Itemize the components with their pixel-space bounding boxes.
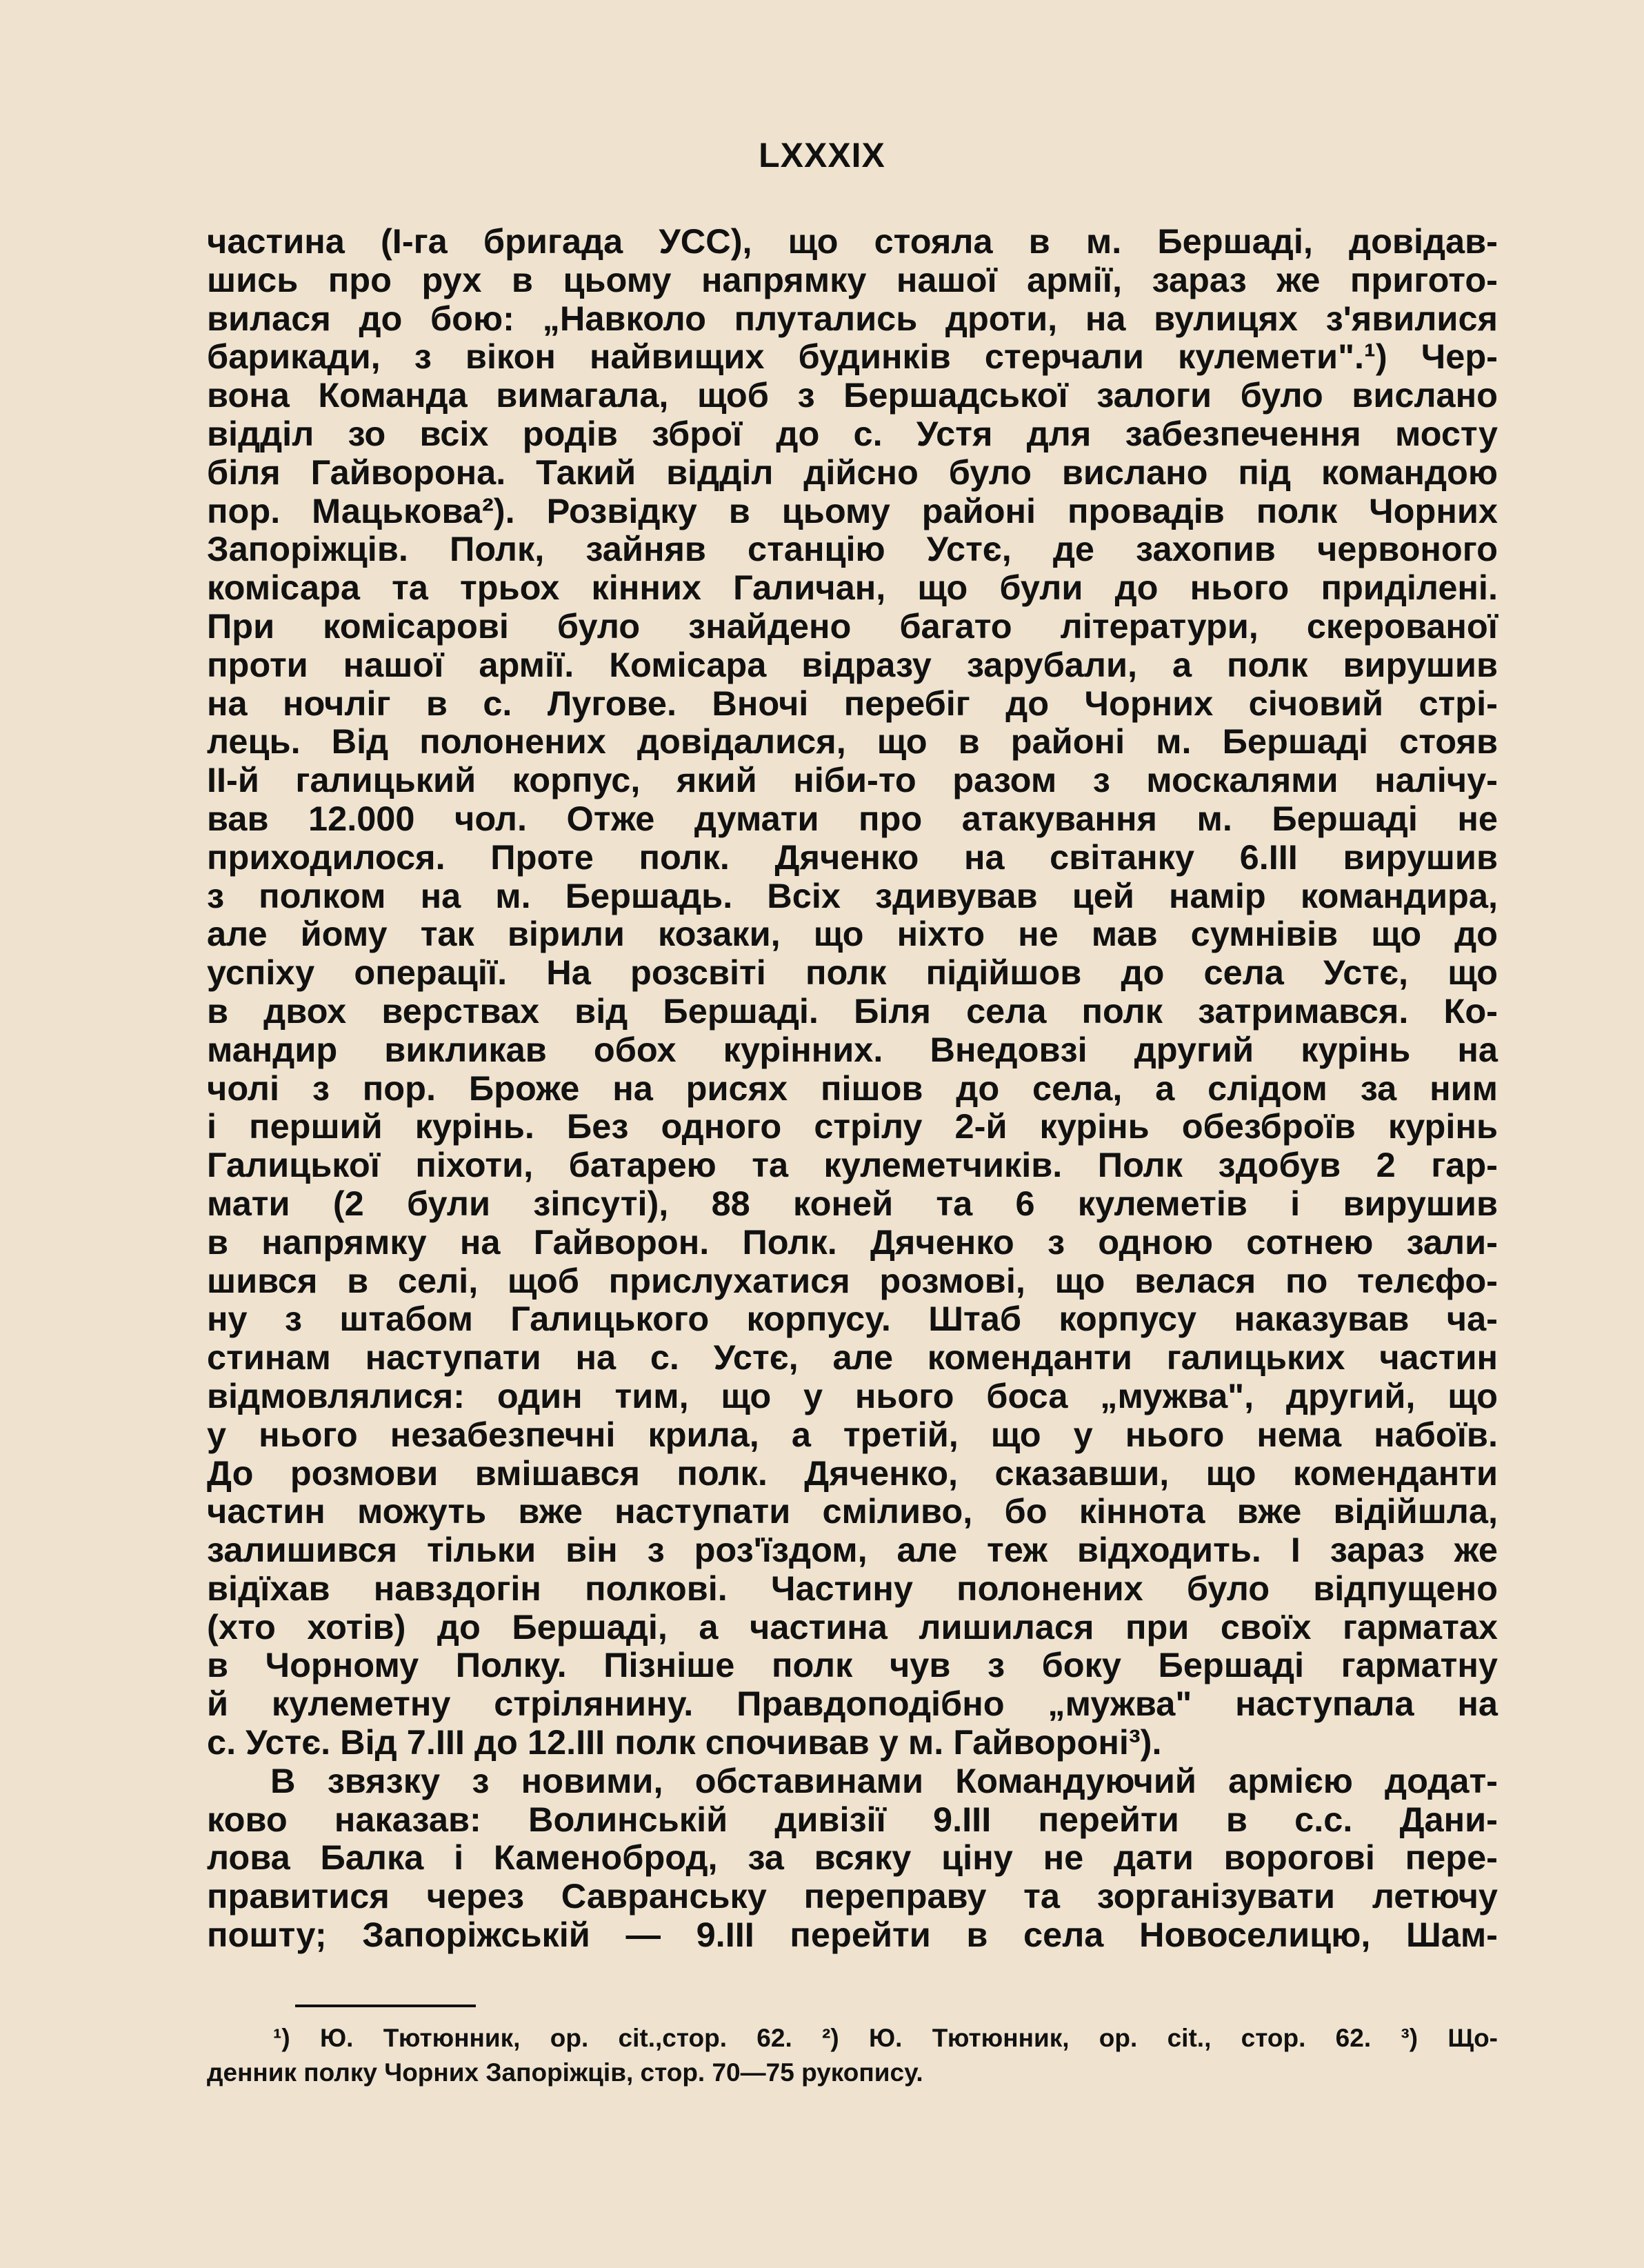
text-line: чолі з пор. Броже на рисях пішов до села, а слідом за ним: [207, 1068, 1498, 1108]
text-line: відїхав навздогін полкові. Частину полонених було відпущено: [207, 1568, 1498, 1608]
text-line: вона Команда вимагала, щоб з Бершадської залоги було вислано: [207, 375, 1498, 415]
text-line: мати (2 були зіпсуті), 88 коней та 6 кулеметів і вирушив: [207, 1183, 1498, 1223]
text-line: біля Гайворона. Такий відділ дійсно було вислано під командою: [207, 452, 1498, 492]
text-line: вав 12.000 чол. Отже думати про атакування м. Бершаді не: [207, 798, 1498, 838]
text-line: частина (І-га бригада УСС), що стояла в м. Бершаді, довідав-: [207, 221, 1498, 261]
text-line: При комісарові було знайдено багато літератури, скерованої: [207, 606, 1498, 646]
text-line: Галицької піхоти, батарею та кулеметчиків. Полк здобув 2 гар-: [207, 1145, 1498, 1185]
text-line: вилася до бою: „Навколо плутались дроти, на вулицях з'явилися: [207, 298, 1498, 338]
text-line: ну з штабом Галицького корпусу. Штаб корпусу наказував ча-: [207, 1299, 1498, 1339]
page-number: LXXXIX: [759, 136, 885, 175]
text-line: відділ зо всіх родів зброї до с. Устя для забезпечення мосту: [207, 413, 1498, 453]
text-line: с. Устє. Від 7.ІІІ до 12.ІІІ полк спочивав у м. Гайвороні³).: [207, 1722, 1162, 1762]
text-line: і перший курінь. Без одного стрілу 2-й курінь обезброїв курінь: [207, 1106, 1498, 1146]
footnotes: [207, 2021, 1498, 2090]
text-line: барикади, з вікон найвищих будинків стерчали кулемети".¹) Чер-: [207, 337, 1498, 377]
text-line: лова Балка і Каменоброд, за всяку ціну не дати ворогові пере-: [207, 1838, 1498, 1878]
body-text: [207, 222, 1498, 1954]
text-line: ково наказав: Волинській дивізії 9.ІІІ перейти в с.с. Дани-: [207, 1799, 1498, 1839]
text-line: в двох верствах від Бершаді. Біля села полк затримався. Ко-: [207, 991, 1498, 1031]
text-line: в Чорному Полку. Пізніше полк чув з боку Бершаді гарматну: [207, 1645, 1498, 1685]
text-line: залишився тільки він з роз'їздом, але теж відходить. І зараз же: [207, 1530, 1498, 1570]
text-line: приходилося. Проте полк. Дяченко на світанку 6.ІІІ вирушив: [207, 837, 1498, 877]
text-line: на ночліг в с. Лугове. Вночі перебіг до Чорних січовий стрі-: [207, 683, 1498, 723]
text-line: й кулеметну стрілянину. Правдоподібно „мужва" наступала на: [207, 1684, 1498, 1724]
text-line: В звязку з новими, обставинами Командуючий армією додат-: [270, 1760, 1498, 1800]
text-line: пошту; Запоріжській — 9.ІІІ перейти в села Новоселицю, Шам-: [207, 1915, 1498, 1955]
text-line: пор. Мацькова²). Розвідку в цьому районі провадів полк Чорних: [207, 490, 1498, 530]
text-line: з полком на м. Бершадь. Всіх здивував цей намір командира,: [207, 875, 1498, 915]
footnote-line: денник полку Чорних Запоріжців, стор. 70—75 рукопису.: [207, 2058, 923, 2087]
text-line: частин можуть вже наступати сміливо, бо кіннота вже відійшла,: [207, 1491, 1498, 1531]
text-line: успіху операції. На розсвіті полк підійшов до села Устє, що: [207, 953, 1498, 993]
footnote-line: ¹) Ю. Тютюнник, ор. cit.,стор. 62. ²) Ю. Тютюнник, ор. cit., стор. 62. ³) Що-: [273, 2024, 1498, 2052]
text-line: Запоріжців. Полк, зайняв станцію Устє, де захопив червоного: [207, 529, 1498, 569]
text-line: До розмови вмішався полк. Дяченко, сказавши, що коменданти: [207, 1453, 1498, 1493]
text-line: лець. Від полонених довідалися, що в районі м. Бершаді стояв: [207, 722, 1498, 762]
footnote-divider: [295, 2005, 476, 2007]
text-line: стинам наступати на с. Устє, але коменданти галицьких частин: [207, 1337, 1498, 1377]
text-line: комісара та трьох кінних Галичан, що були до нього приділені.: [207, 568, 1498, 608]
text-line: відмовлялися: один тим, що у нього боса „мужва", другий, що: [207, 1375, 1498, 1415]
text-line: в напрямку на Гайворон. Полк. Дяченко з одною сотнею зали-: [207, 1222, 1498, 1262]
text-line: мандир викликав обох курінних. Внедовзі другий курінь на: [207, 1029, 1498, 1069]
text-line: шись про рух в цьому напрямку нашої армії, зараз же пригото-: [207, 259, 1498, 299]
text-line: шився в селі, щоб прислухатися розмові, що велася по телєфо-: [207, 1260, 1498, 1300]
text-line: проти нашої армії. Комісара відразу зарубали, а полк вирушив: [207, 644, 1498, 684]
text-line: ІІ-й галицький корпус, який ніби-то разом з москалями налічу-: [207, 760, 1498, 800]
text-line: (хто хотів) до Бершаді, а частина лишилася при своїх гарматах: [207, 1606, 1498, 1647]
text-line: але йому так вірили козаки, що ніхто не мав сумнівів що до: [207, 914, 1498, 954]
text-line: у нього незабезпечні крила, а третій, що у нього нема набоїв.: [207, 1414, 1498, 1454]
text-line: правитися через Савранську переправу та зорганізувати летючу: [207, 1876, 1498, 1916]
